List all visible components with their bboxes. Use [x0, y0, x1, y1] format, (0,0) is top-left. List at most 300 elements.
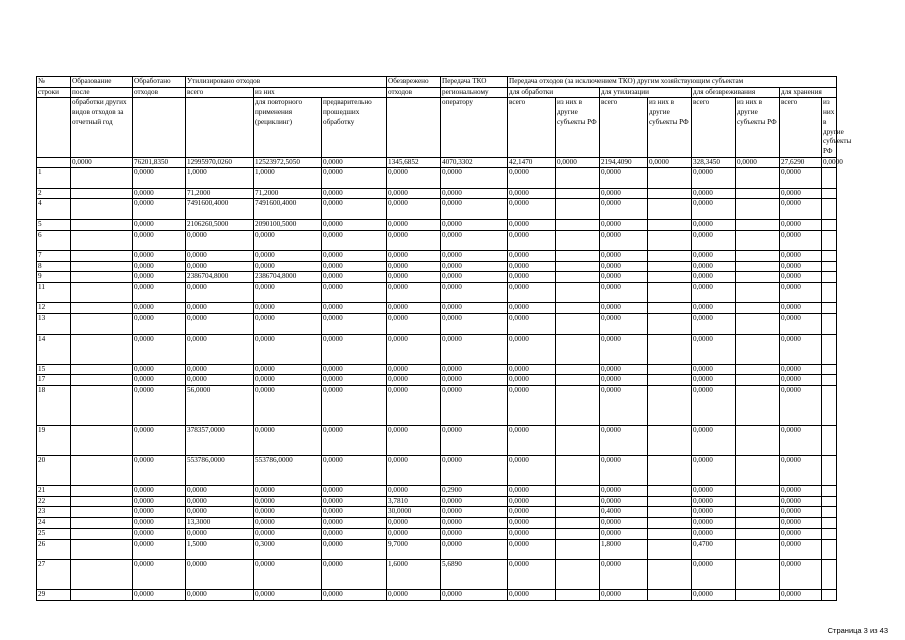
value-cell: 0,0000 [600, 528, 648, 539]
value-cell: 0,0000 [133, 507, 186, 518]
table-row [37, 528, 837, 539]
value-cell: 0,0000 [387, 518, 441, 529]
value-cell: 553786,0000 [186, 455, 254, 485]
empty-cell [648, 272, 692, 283]
totals-cell: 2194,4090 [600, 157, 648, 168]
value-cell: 0,0000 [387, 261, 441, 272]
value-cell: 0,0000 [692, 528, 736, 539]
empty-cell [71, 375, 133, 386]
value-cell: 0,0000 [441, 386, 508, 426]
value-cell: 0,0000 [322, 250, 387, 261]
table-row [37, 334, 837, 364]
value-cell: 0,0000 [780, 283, 822, 303]
empty-cell [71, 496, 133, 507]
value-cell: 0,0000 [254, 496, 322, 507]
table-row [37, 303, 837, 314]
value-cell: 0,0000 [508, 455, 556, 485]
value-cell: 0,0000 [508, 199, 556, 219]
value-cell: 0,0000 [441, 230, 508, 250]
totals-cell: 0,0000 [822, 157, 837, 168]
value-cell: 0,0000 [186, 250, 254, 261]
value-cell: 0,0000 [254, 303, 322, 314]
value-cell: 0,0000 [441, 168, 508, 188]
value-cell: 0,0000 [692, 386, 736, 426]
value-cell: 0,0000 [441, 375, 508, 386]
col-transfer-header: Передача отходов (за исключением ТКО) другим хозяйствующим субъектам [508, 77, 837, 88]
value-cell: 0,0000 [322, 589, 387, 600]
empty-cell [71, 272, 133, 283]
value-cell: 0,0000 [186, 283, 254, 303]
col-number-header: № [37, 77, 71, 88]
empty-cell [822, 425, 837, 455]
empty-cell [648, 314, 692, 334]
empty-cell [71, 425, 133, 455]
totals-cell: 4070,3302 [441, 157, 508, 168]
empty-cell [648, 589, 692, 600]
value-cell: 0,0000 [600, 496, 648, 507]
value-cell: 0,0000 [133, 455, 186, 485]
empty-cell [71, 528, 133, 539]
value-cell: 0,0000 [322, 168, 387, 188]
value-cell: 0,0000 [387, 386, 441, 426]
value-cell: 0,0000 [441, 314, 508, 334]
value-cell: 0,0000 [387, 168, 441, 188]
value-cell: 0,0000 [441, 199, 508, 219]
empty-cell [822, 261, 837, 272]
value-cell: 0,0000 [441, 455, 508, 485]
empty-cell [71, 219, 133, 230]
value-cell: 0,0000 [133, 303, 186, 314]
value-cell: 0,0000 [322, 496, 387, 507]
totals-cell: 27,6290 [780, 157, 822, 168]
value-cell: 0,0000 [692, 230, 736, 250]
value-cell: 0,0000 [322, 518, 387, 529]
value-cell: 0,0000 [692, 455, 736, 485]
value-cell: 0,0000 [600, 455, 648, 485]
empty-cell [822, 589, 837, 600]
table-row [37, 250, 837, 261]
value-cell: 0,0000 [508, 539, 556, 559]
empty-cell [736, 250, 780, 261]
empty-cell [736, 303, 780, 314]
empty-cell [556, 485, 600, 496]
value-cell: 0,0000 [508, 528, 556, 539]
row-number: 4 [37, 199, 71, 219]
value-cell: 0,0000 [186, 589, 254, 600]
empty-cell [556, 199, 600, 219]
empty-cell [71, 250, 133, 261]
table-row [37, 375, 837, 386]
empty-cell [736, 425, 780, 455]
col-tko-sub: региональному [441, 87, 508, 98]
value-cell: 0,0000 [133, 518, 186, 529]
row-number: 15 [37, 364, 71, 375]
empty-cell [822, 303, 837, 314]
empty-cell [736, 496, 780, 507]
value-cell: 553786,0000 [254, 455, 322, 485]
value-cell: 0,0000 [441, 364, 508, 375]
value-cell: 0,0000 [508, 261, 556, 272]
waste-report-table [36, 76, 852, 601]
value-cell: 71,2000 [254, 188, 322, 199]
table-row [37, 188, 837, 199]
totals-cell [37, 157, 71, 168]
empty-cell [736, 230, 780, 250]
value-cell: 0,0000 [387, 455, 441, 485]
value-cell: 0,0000 [780, 230, 822, 250]
value-cell: 0,0000 [322, 283, 387, 303]
value-cell: 0,0000 [441, 272, 508, 283]
value-cell: 0,0000 [692, 168, 736, 188]
value-cell: 0,0000 [692, 518, 736, 529]
value-cell: 9,7000 [387, 539, 441, 559]
table-row [37, 219, 837, 230]
value-cell: 0,0000 [186, 559, 254, 589]
value-cell: 0,0000 [254, 528, 322, 539]
value-cell: 3,7810 [387, 496, 441, 507]
value-cell: 0,0000 [254, 283, 322, 303]
col-utilization-total: всего [600, 98, 648, 157]
table-row [37, 386, 837, 426]
value-cell: 0,2900 [441, 485, 508, 496]
value-cell: 0,0000 [780, 496, 822, 507]
col-neutralized-header: Обезврежено [387, 77, 441, 88]
value-cell: 0,0000 [254, 250, 322, 261]
value-cell: 0,0000 [441, 518, 508, 529]
value-cell: 0,0000 [600, 199, 648, 219]
empty-cell [822, 272, 837, 283]
empty-cell [648, 334, 692, 364]
value-cell: 0,0000 [441, 283, 508, 303]
empty-cell [648, 518, 692, 529]
empty-cell [556, 455, 600, 485]
value-cell: 0,0000 [441, 589, 508, 600]
value-cell: 0,0000 [186, 261, 254, 272]
value-cell: 0,0000 [692, 219, 736, 230]
empty-cell [71, 386, 133, 426]
value-cell: 0,0000 [441, 496, 508, 507]
header-row-3 [37, 98, 837, 157]
value-cell: 0,0000 [186, 303, 254, 314]
col-formation-sub: после [71, 87, 133, 98]
empty-cell [648, 425, 692, 455]
value-cell: 0,0000 [387, 250, 441, 261]
empty-cell [71, 485, 133, 496]
empty-cell [556, 507, 600, 518]
col-tko-header: Передача ТКО [441, 77, 508, 88]
value-cell: 0,0000 [692, 261, 736, 272]
row-number: 29 [37, 589, 71, 600]
value-cell: 0,0000 [387, 188, 441, 199]
value-cell: 0,0000 [441, 188, 508, 199]
empty-cell [736, 272, 780, 283]
row-number: 17 [37, 375, 71, 386]
value-cell: 0,0000 [508, 425, 556, 455]
table-row [37, 199, 837, 219]
value-cell: 0,0000 [780, 303, 822, 314]
empty-cell [822, 375, 837, 386]
value-cell: 7491600,4000 [254, 199, 322, 219]
empty-cell [556, 168, 600, 188]
empty-cell [556, 539, 600, 559]
value-cell: 0,0000 [508, 188, 556, 199]
empty-cell [556, 559, 600, 589]
empty-cell [648, 283, 692, 303]
value-cell: 0,0000 [254, 518, 322, 529]
empty-cell [736, 589, 780, 600]
row-number: 25 [37, 528, 71, 539]
value-cell: 0,4000 [600, 507, 648, 518]
value-cell: 0,0000 [322, 528, 387, 539]
totals-cell: 0,0000 [648, 157, 692, 168]
value-cell: 0,0000 [186, 528, 254, 539]
empty-cell [822, 314, 837, 334]
value-cell: 0,0000 [133, 219, 186, 230]
value-cell: 0,0000 [186, 507, 254, 518]
value-cell: 378357,0000 [186, 425, 254, 455]
value-cell: 0,0000 [780, 518, 822, 529]
col-utilized-total-sub: всего [186, 87, 254, 98]
row-number: 12 [37, 303, 71, 314]
empty-cell [556, 364, 600, 375]
value-cell: 0,0000 [600, 386, 648, 426]
table-row [37, 230, 837, 250]
empty-cell [71, 314, 133, 334]
value-cell: 0,0000 [780, 539, 822, 559]
value-cell: 56,0000 [186, 386, 254, 426]
value-cell: 0,0000 [186, 334, 254, 364]
value-cell: 0,0000 [133, 261, 186, 272]
value-cell: 0,0000 [254, 485, 322, 496]
value-cell: 0,0000 [322, 219, 387, 230]
value-cell: 0,0000 [387, 589, 441, 600]
empty-cell [822, 455, 837, 485]
empty-cell [556, 334, 600, 364]
value-cell: 0,0000 [441, 219, 508, 230]
totals-cell: 1345,6852 [387, 157, 441, 168]
value-cell: 0,0000 [780, 425, 822, 455]
col-storage-total: всего [780, 98, 822, 157]
value-cell: 0,0000 [322, 386, 387, 426]
row-number: 11 [37, 283, 71, 303]
value-cell: 0,0000 [508, 589, 556, 600]
value-cell: 0,0000 [600, 272, 648, 283]
value-cell: 0,0000 [441, 261, 508, 272]
table-row [37, 455, 837, 485]
value-cell: 0,0000 [322, 507, 387, 518]
col-formation-header: Образование [71, 77, 133, 88]
totals-cell: 12995970,0260 [186, 157, 254, 168]
empty-cell [648, 303, 692, 314]
empty-cell [736, 188, 780, 199]
empty-cell [556, 250, 600, 261]
empty-cell [736, 168, 780, 188]
empty-cell [736, 539, 780, 559]
value-cell: 0,0000 [387, 272, 441, 283]
value-cell: 0,0000 [254, 261, 322, 272]
col-utilized-ofwhich-sub: из них [254, 87, 387, 98]
value-cell: 0,0000 [780, 168, 822, 188]
empty-cell [822, 230, 837, 250]
value-cell: 0,0000 [387, 303, 441, 314]
col-number-sub: строки [37, 87, 71, 98]
value-cell: 0,0000 [508, 250, 556, 261]
value-cell: 0,0000 [322, 188, 387, 199]
value-cell: 0,0000 [780, 219, 822, 230]
empty-cell [822, 559, 837, 589]
value-cell: 30,0000 [387, 507, 441, 518]
value-cell: 0,0000 [600, 425, 648, 455]
col-for-processing: для обработки [508, 87, 600, 98]
col-neutralization-total: всего [692, 98, 736, 157]
value-cell: 0,0000 [780, 250, 822, 261]
value-cell: 7491600,4000 [186, 199, 254, 219]
value-cell: 0,0000 [133, 188, 186, 199]
empty-cell [822, 250, 837, 261]
value-cell: 0,0000 [387, 283, 441, 303]
value-cell: 0,0000 [508, 375, 556, 386]
empty-cell [736, 507, 780, 518]
empty-cell [556, 518, 600, 529]
empty-cell [71, 168, 133, 188]
empty-cell [736, 559, 780, 589]
empty-cell [648, 559, 692, 589]
value-cell: 0,0000 [186, 314, 254, 334]
value-cell: 71,2000 [186, 188, 254, 199]
value-cell: 0,0000 [600, 314, 648, 334]
value-cell: 0,0000 [322, 364, 387, 375]
row-number: 19 [37, 425, 71, 455]
empty-cell [71, 364, 133, 375]
value-cell: 0,0000 [254, 589, 322, 600]
value-cell: 0,0000 [322, 455, 387, 485]
empty-cell [556, 272, 600, 283]
empty-cell [556, 230, 600, 250]
empty-cell [556, 283, 600, 303]
empty-cell [736, 283, 780, 303]
empty-cell [556, 425, 600, 455]
value-cell: 0,0000 [387, 230, 441, 250]
empty-cell [822, 334, 837, 364]
value-cell: 0,0000 [508, 507, 556, 518]
value-cell: 0,0000 [692, 303, 736, 314]
empty-cell [736, 314, 780, 334]
empty-cell [822, 518, 837, 529]
empty-cell [736, 485, 780, 496]
totals-cell: 0,0000 [556, 157, 600, 168]
empty-cell [556, 314, 600, 334]
value-cell: 0,0000 [133, 283, 186, 303]
value-cell: 0,0000 [322, 539, 387, 559]
empty-cell [556, 386, 600, 426]
totals-cell: 0,0000 [736, 157, 780, 168]
empty-cell [822, 528, 837, 539]
row-number: 26 [37, 539, 71, 559]
value-cell: 0,0000 [254, 334, 322, 364]
value-cell: 0,0000 [692, 334, 736, 364]
value-cell: 0,0000 [780, 334, 822, 364]
empty-cell [556, 303, 600, 314]
value-cell: 0,0000 [387, 334, 441, 364]
col-formation-detail: обработки других видов отходов за отчетный год [71, 98, 133, 157]
value-cell: 0,0000 [508, 303, 556, 314]
value-cell: 0,0000 [387, 314, 441, 334]
empty-cell [736, 375, 780, 386]
col-processing-total: всего [508, 98, 556, 157]
col-utilization-subjects: из них в другие субъекты РФ [648, 98, 692, 157]
empty-cell [736, 261, 780, 272]
value-cell: 0,0000 [780, 314, 822, 334]
value-cell: 0,0000 [780, 485, 822, 496]
empty-cell [556, 589, 600, 600]
value-cell: 0,0000 [133, 559, 186, 589]
empty-cell [822, 364, 837, 375]
empty-cell [736, 455, 780, 485]
empty-cell [736, 199, 780, 219]
table-row [37, 518, 837, 529]
value-cell: 0,0000 [133, 386, 186, 426]
value-cell: 1,5000 [186, 539, 254, 559]
value-cell: 0,0000 [780, 364, 822, 375]
value-cell: 0,0000 [441, 334, 508, 364]
value-cell: 0,0000 [600, 364, 648, 375]
value-cell: 0,0000 [508, 283, 556, 303]
value-cell: 0,0000 [692, 425, 736, 455]
empty-cell [736, 364, 780, 375]
col-neutralized-sub: отходов [387, 87, 441, 98]
value-cell: 0,0000 [600, 375, 648, 386]
value-cell: 0,0000 [780, 272, 822, 283]
value-cell: 0,0000 [133, 496, 186, 507]
value-cell: 0,0000 [133, 539, 186, 559]
col-processed-header: Обработано [133, 77, 186, 88]
value-cell: 2386704,8000 [254, 272, 322, 283]
empty-cell [822, 199, 837, 219]
col-neutralization-subjects: из них в другие субъекты РФ [736, 98, 780, 157]
value-cell: 0,0000 [133, 425, 186, 455]
value-cell: 0,0000 [254, 314, 322, 334]
value-cell: 0,0000 [254, 559, 322, 589]
value-cell: 0,0000 [254, 507, 322, 518]
header-row-2 [37, 87, 837, 98]
value-cell: 0,0000 [322, 375, 387, 386]
empty-cell [648, 496, 692, 507]
empty-cell [822, 386, 837, 426]
col-utilized-header: Утилизировано отходов [186, 77, 387, 88]
value-cell: 0,0000 [692, 589, 736, 600]
value-cell: 0,0000 [186, 496, 254, 507]
value-cell: 0,0000 [133, 528, 186, 539]
empty-cell [556, 496, 600, 507]
value-cell: 0,0000 [254, 425, 322, 455]
empty-cell [822, 168, 837, 188]
table-row [37, 168, 837, 188]
value-cell: 0,0000 [508, 272, 556, 283]
empty-cell [556, 528, 600, 539]
value-cell: 0,0000 [254, 364, 322, 375]
value-cell: 0,0000 [186, 364, 254, 375]
value-cell: 0,0000 [508, 386, 556, 426]
empty-cell [648, 528, 692, 539]
empty-cell [648, 507, 692, 518]
empty-cell [71, 507, 133, 518]
totals-row [37, 157, 837, 168]
empty-cell [822, 507, 837, 518]
value-cell: 2386704,8000 [186, 272, 254, 283]
value-cell: 0,0000 [600, 283, 648, 303]
totals-cell: 42,1470 [508, 157, 556, 168]
value-cell: 0,0000 [387, 219, 441, 230]
